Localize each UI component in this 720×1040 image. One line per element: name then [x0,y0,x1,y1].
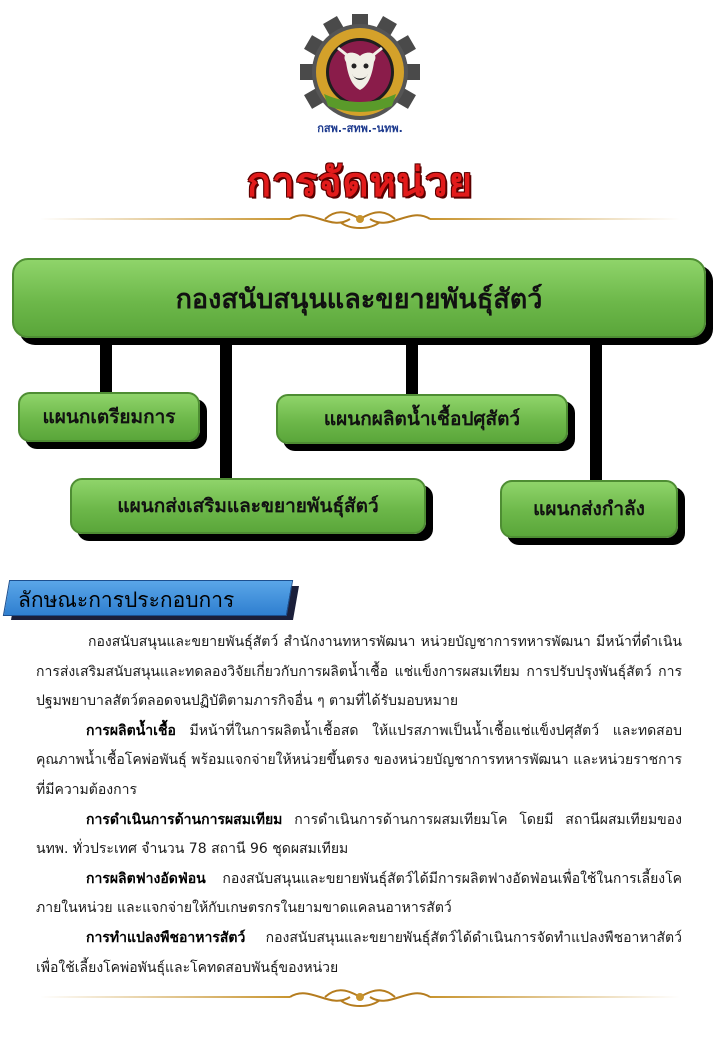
logo-caption: กสพ.-สทพ.-นทพ. [317,122,403,135]
paragraph-forage [36,924,682,983]
paragraph-hay [36,865,682,924]
section-heading-label: ลักษณะการประกอบการ [18,588,235,612]
ornamental-divider-bottom [40,982,680,1012]
paragraph-text: มีหน้าที่ในการผลิตน้ำเชื้อสด ให้แปรสภาพเป็นน้ำเชื้อแช่แข็งปศุสัตว์ และทดสอบคุณภาพน้ำเชื้อโคพ่อพันธุ์ พร้อมแจกจ่ายให้หน่วยขึ้นตรง ของหน่วยบัญชาการทหารพัฒนา และหน่วยราชการที่มีความต้องการ [36,722,682,798]
org-unit-preparation: แผนกเตรียมการ [18,392,200,442]
paragraph-term: การทำแปลงพืชอาหารสัตว์ [86,929,246,946]
paragraph-term: การดำเนินการด้านการผสมเทียม [86,811,283,828]
body-text [36,628,682,983]
connector-line [220,334,232,480]
org-root-box: กองสนับสนุนและขยายพันธุ์สัตว์ [12,258,706,338]
section-heading [4,580,296,618]
intro-paragraph: กองสนับสนุนและขยายพันธุ์สัตว์ สำนักงานทหารพัฒนา หน่วยบัญชาการทหารพัฒนา มีหน้าที่ดำเนินการส่งเสริมสนับสนุนและทดลองวิจัยเกี่ยวกับการผลิตน้ำเชื้อ แช่แข็งการผสมเทียม การปรับปรุงพันธุ์สัตว์ การปฐมพยาบาลสัตว์ตลอดจนปฏิบัติตามภารกิจอื่น ๆ ตามที่ได้รับมอบหมาย [36,634,682,710]
paragraph-term: การผลิตน้ำเชื้อ [86,722,176,739]
unit-logo [292,14,428,138]
ornamental-divider-top [40,204,680,234]
org-unit-supply: แผนกส่งกำลัง [500,480,678,538]
connector-line [100,334,112,394]
paragraph-text: การดำเนินการด้านการผสมเทียมโค โดยมี สถานีผสมเทียมของ นทพ. ทั่วประเทศ จำนวน 78 สถานี 96 ชุดผสมเทียม [36,811,682,858]
paragraph-text: กองสนับสนุนและขยายพันธุ์สัตว์ได้มีการผลิตฟางอัดฟ่อนเพื่อใช้ในการเลี้ยงโคภายในหน่วย และแจกจ่ายให้กับเกษตรกรในยามขาดแคลนอาหารสัตว์ [36,870,682,917]
org-unit-semen: แผนกผลิตน้ำเชื้อปศุสัตว์ [276,394,568,444]
page-title: การจัดหน่วย [246,160,474,206]
paragraph-term: การผลิตฟางอัดฟ่อน [86,870,206,887]
paragraph-insemination [36,806,682,865]
paragraph-text: กองสนับสนุนและขยายพันธุ์สัตว์ได้ดำเนินการจัดทำแปลงพืชอาหาสัตว์ เพื่อใช้เลี้ยงโคพ่อพันธุ์และโคทดสอบพันธุ์ของหน่วย [36,929,682,976]
connector-line [590,334,602,482]
org-unit-promotion: แผนกส่งเสริมและขยายพันธุ์สัตว์ [70,478,426,534]
paragraph-semen [36,717,682,806]
connector-line [406,334,418,396]
